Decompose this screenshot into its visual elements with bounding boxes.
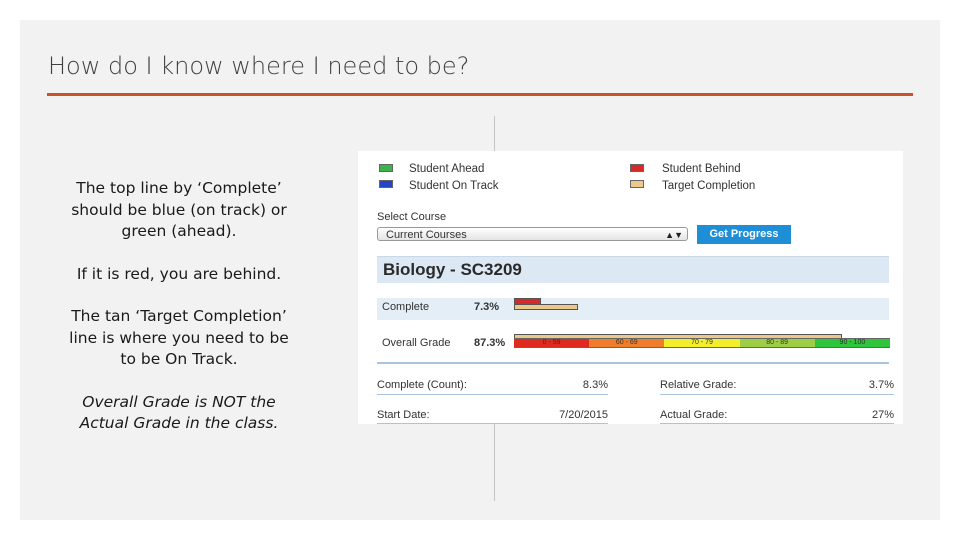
- relative-grade-value: 3.7%: [868, 379, 894, 391]
- grade-range-segment: 60 - 69: [589, 338, 664, 348]
- overall-grade-value: 87.3%: [474, 337, 506, 349]
- legend-label-ahead: Student Ahead: [409, 163, 485, 175]
- legend-label-target: Target Completion: [662, 180, 756, 192]
- actual-grade-value: 27%: [871, 409, 894, 421]
- target-completion-bar: [514, 304, 578, 310]
- legend-label-behind: Student Behind: [662, 163, 741, 175]
- start-date-value: 7/20/2015: [559, 409, 608, 421]
- progress-screenshot: [358, 151, 903, 424]
- complete-row: [377, 298, 889, 320]
- course-select[interactable]: [377, 227, 688, 241]
- complete-count-underline: [377, 394, 608, 395]
- legend-swatch-on-track: [379, 180, 393, 188]
- legend-swatch-ahead: [379, 164, 393, 172]
- select-arrows-icon: ▲▼: [665, 230, 683, 240]
- paragraph-red-behind: If it is red, you are behind.: [76, 264, 282, 283]
- select-course-label: Select Course: [377, 211, 447, 223]
- start-date-underline: [377, 423, 608, 424]
- course-select-value: Current Courses: [386, 229, 467, 241]
- course-header: [377, 256, 889, 283]
- paragraph-top-line: The top line by ‘Complete’ should be blue (on track) or green (ahead).: [71, 179, 287, 240]
- complete-label: Complete: [382, 301, 430, 313]
- slide-title: How do I know where I need to be?: [48, 52, 470, 80]
- start-date-label: Start Date:: [377, 409, 430, 421]
- overall-grade-label: Overall Grade: [382, 337, 451, 349]
- relative-grade-underline: [660, 394, 894, 395]
- complete-count-value: 8.3%: [582, 379, 608, 391]
- get-progress-button[interactable]: Get Progress: [697, 225, 791, 244]
- grade-range-segment: 80 - 89: [740, 338, 815, 348]
- complete-value: 7.3%: [474, 301, 500, 313]
- actual-grade-underline: [660, 423, 894, 424]
- legend-swatch-target: [630, 180, 644, 188]
- paragraph-overall-grade-note: Overall Grade is NOT the Actual Grade in the class.: [79, 392, 279, 432]
- explanation-text: [66, 178, 292, 456]
- grade-range-segment: 90 - 100: [815, 338, 890, 348]
- actual-grade-label: Actual Grade:: [660, 409, 728, 421]
- relative-grade-label: Relative Grade:: [660, 379, 737, 391]
- title-underline: [47, 93, 913, 96]
- legend-label-on-track: Student On Track: [409, 180, 499, 192]
- section-divider: [377, 362, 889, 364]
- paragraph-target-completion: The tan ‘Target Completion’ line is where you need to be to be On Track.: [69, 307, 289, 368]
- course-title: Biology - SC3209: [383, 260, 522, 279]
- grade-range-segment: 70 - 79: [664, 338, 739, 348]
- complete-count-label: Complete (Count):: [377, 379, 467, 391]
- grade-range-segment: 0 - 59: [514, 338, 589, 348]
- legend-swatch-behind: [630, 164, 644, 172]
